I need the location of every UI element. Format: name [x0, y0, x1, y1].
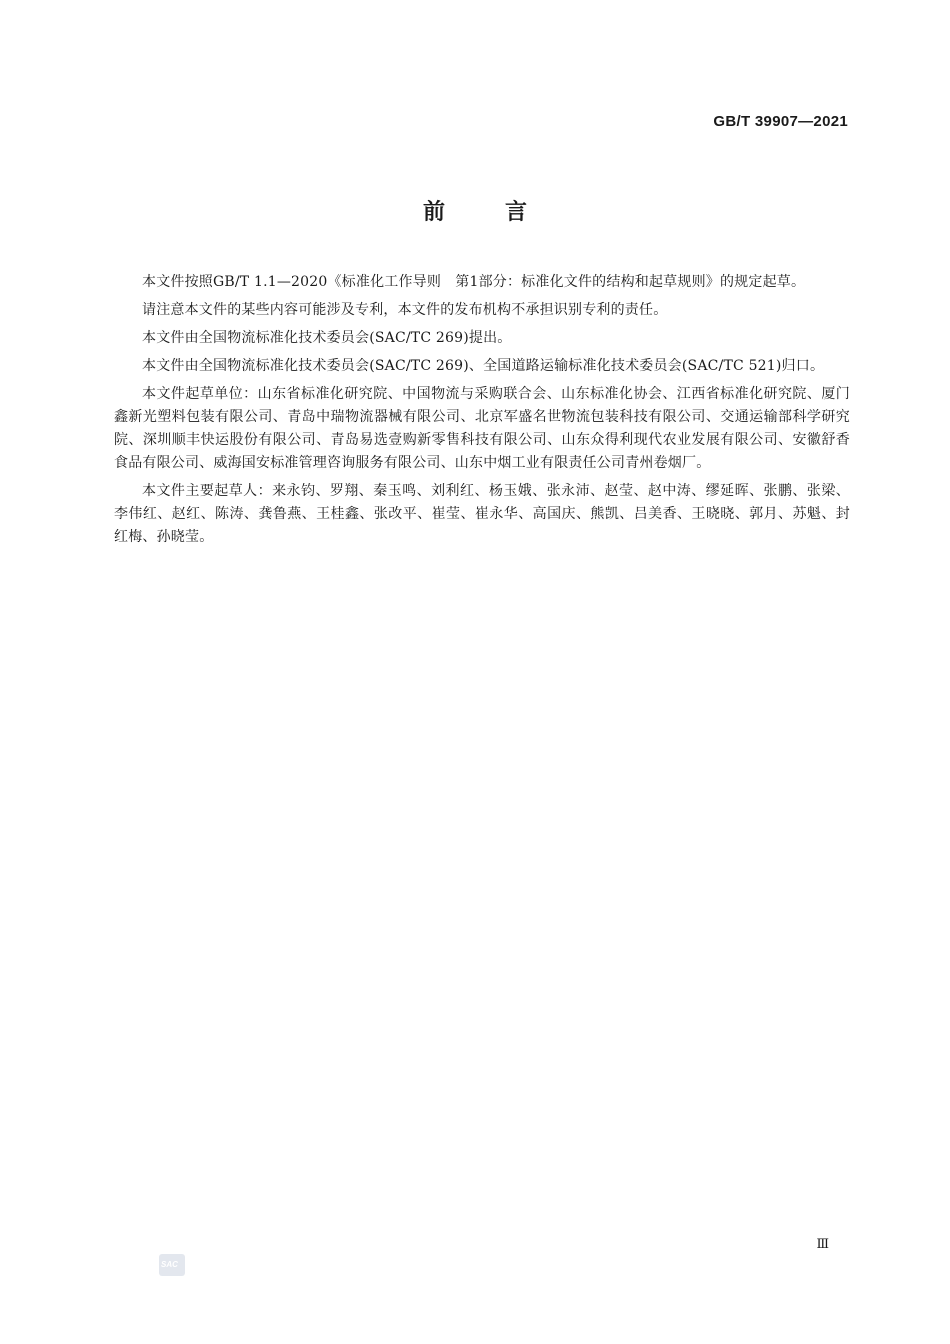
paragraph-drafting-units: 本文件起草单位：山东省标准化研究院、中国物流与采购联合会、山东标准化协会、江西省标准化研究院、厦门鑫新光塑料包装有限公司、青岛中瑞物流器械有限公司、北京军盛名世物流包装科技有限公司、交通运输部科学研究院、深圳顺丰快运股份有限公司、青岛易选壹购新零售科技有限公司、山东众得利现代农业发展有限公司、安徽舒香食品有限公司、威海国安标准管理咨询服务有限公司、山东中烟工业有限责任公司青州卷烟厂。 [114, 386, 850, 471]
page-title: 前言 [422, 200, 587, 225]
paragraph-patent-notice: 请注意本文件的某些内容可能涉及专利，本文件的发布机构不承担识别专利的责任。 [142, 302, 668, 318]
paragraph-drafting-rules: 本文件按照GB/T 1.1—2020《标准化工作导则 第1部分：标准化文件的结构和起草规则》的规定起草。 [142, 274, 806, 290]
paragraph-under-jurisdiction: 本文件由全国物流标准化技术委员会(SAC/TC 269)、全国道路运输标准化技术委员会(SAC/TC 521)归口。 [142, 358, 825, 374]
page-number: Ⅲ [816, 1237, 829, 1252]
sac-logo-icon [159, 1254, 185, 1276]
paragraph-main-drafters: 本文件主要起草人：来永钧、罗翔、秦玉鸣、刘利红、杨玉娥、张永沛、赵莹、赵中涛、缪延晖、张鹏、张梁、李伟红、赵红、陈涛、龚鲁燕、王桂鑫、张改平、崔莹、崔永华、高国庆、熊凯、吕美香、王晓晓、郭月、苏魁、封红梅、孙晓莹。 [114, 483, 850, 545]
standard-code: GB/T 39907—2021 [713, 113, 848, 130]
foreword-body [114, 271, 850, 554]
paragraph-proposed-by: 本文件由全国物流标准化技术委员会(SAC/TC 269)提出。 [142, 330, 512, 346]
sac-logo-text: SAC [161, 1260, 178, 1269]
